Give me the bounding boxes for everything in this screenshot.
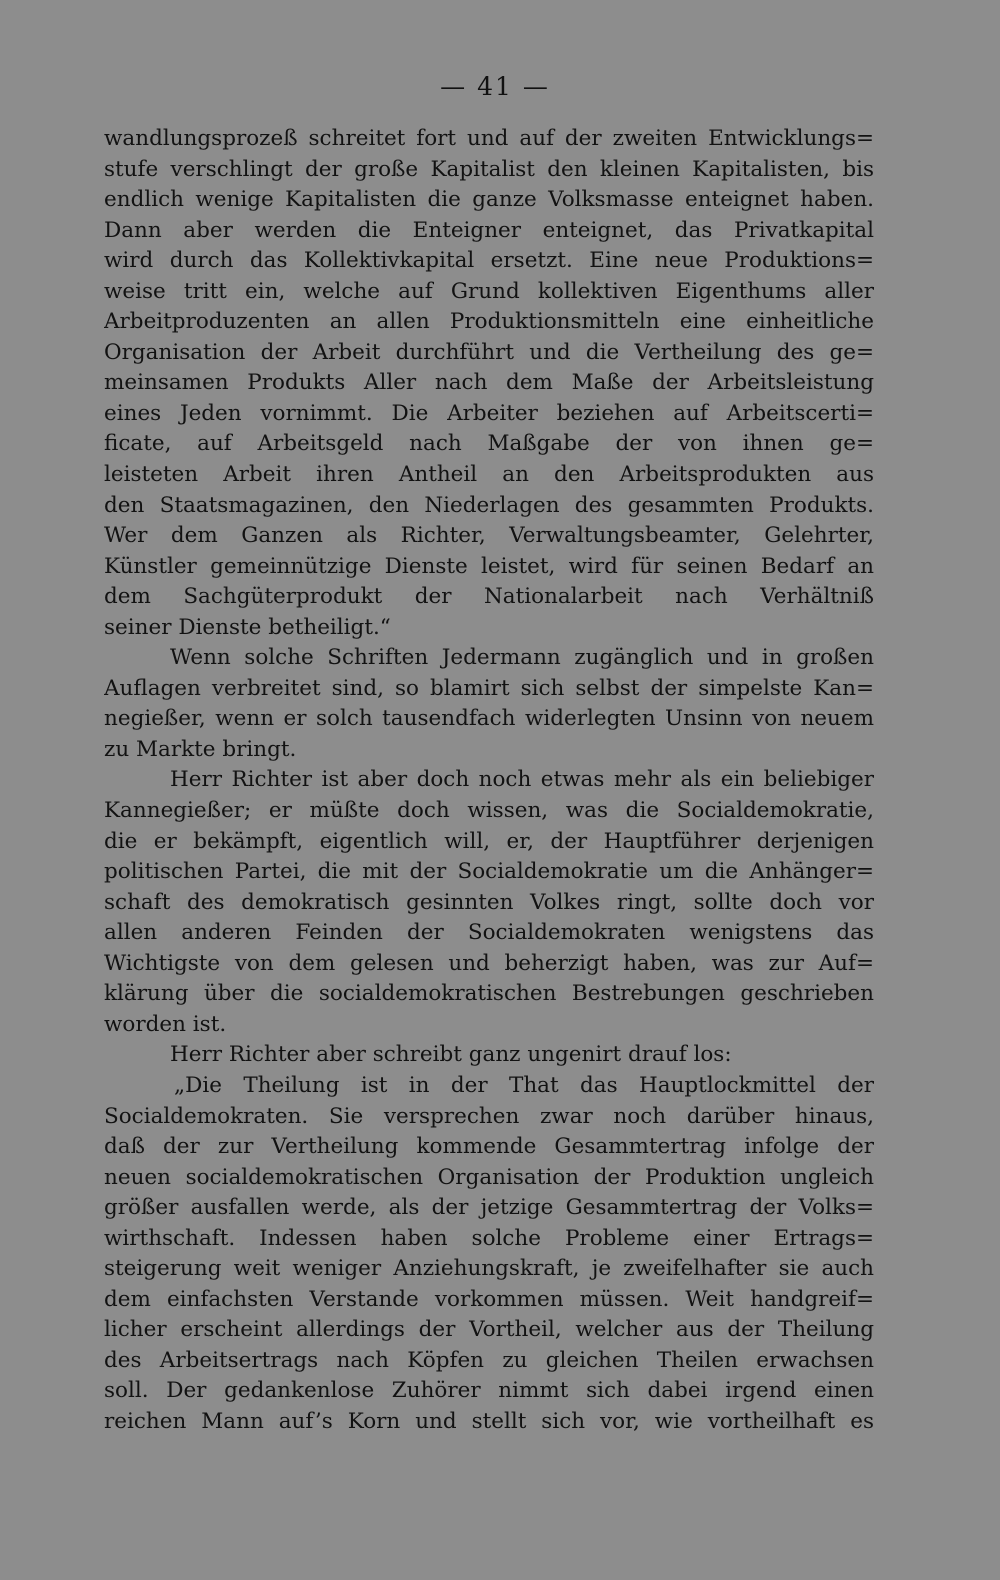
text-line: Wenn solche Schriften Jedermann zugänglich und in großen (170, 645, 874, 671)
text-line: eines Jeden vornimmt. Die Arbeiter beziehen auf Arbeitscerti= (104, 400, 874, 426)
text-line: seiner Dienste betheiligt.“ (104, 614, 391, 640)
text-line: des Arbeitsertrags nach Köpfen zu gleichen Theilen erwachsen (104, 1347, 874, 1373)
text-line: dem Sachgüterprodukt der Nationalarbeit nach Verhältniß (104, 584, 874, 610)
text-line: Wichtigste von dem gelesen und beherzigt haben, was zur Auf= (104, 950, 874, 976)
text-line: daß der zur Vertheilung kommende Gesammtertrag infolge der (104, 1134, 874, 1160)
text-line: Dann aber werden die Enteigner enteignet, das Privatkapital (104, 217, 874, 243)
page-number: — 41 — (440, 72, 550, 101)
text-line: Organisation der Arbeit durchführt und die Vertheilung des ge= (104, 339, 874, 365)
text-line: negießer, wenn er solch tausendfach widerlegten Unsinn von neuem (104, 706, 874, 732)
text-line: Kannegießer; er müßte doch wissen, was die Socialdemokratie, (104, 798, 874, 824)
text-line: weise tritt ein, welche auf Grund kollektiven Eigenthums aller (104, 278, 874, 304)
text-line: soll. Der gedankenlose Zuhörer nimmt sich dabei irgend einen (104, 1378, 874, 1404)
text-line: politischen Partei, die mit der Socialdemokratie um die Anhänger= (104, 859, 874, 885)
text-line: Socialdemokraten. Sie versprechen zwar noch darüber hinaus, (104, 1103, 874, 1129)
text-line: Herr Richter ist aber doch noch etwas mehr als ein beliebiger (170, 767, 874, 793)
text-line: klärung über die socialdemokratischen Bestrebungen geschrieben (104, 981, 874, 1007)
text-line: worden ist. (104, 1011, 227, 1037)
text-line: Auflagen verbreitet sind, so blamirt sich selbst der simpelste Kan= (104, 675, 874, 701)
text-line: reichen Mann auf’s Korn und stellt sich vor, wie vortheilhaft es (104, 1408, 874, 1434)
text-line: steigerung weit weniger Anziehungskraft, je zweifelhafter sie auch (104, 1256, 874, 1282)
text-line: leisteten Arbeit ihren Antheil an den Arbeitsprodukten aus (104, 462, 874, 488)
text-line: neuen socialdemokratischen Organisation der Produktion ungleich (104, 1164, 874, 1190)
text-line: den Staatsmagazinen, den Niederlagen des gesammten Produkts. (104, 492, 874, 518)
text-line: dem einfachsten Verstande vorkommen müssen. Weit handgreif= (104, 1286, 874, 1312)
text-line: licher erscheint allerdings der Vortheil, welcher aus der Theilung (104, 1317, 874, 1343)
text-line: endlich wenige Kapitalisten die ganze Volksmasse enteignet haben. (104, 187, 874, 213)
text-line: stufe verschlingt der große Kapitalist den kleinen Kapitalisten, bis (104, 156, 874, 182)
text-line: wird durch das Kollektivkapital ersetzt. Eine neue Produktions= (104, 248, 874, 274)
text-line: meinsamen Produkts Aller nach dem Maße der Arbeitsleistung (104, 370, 874, 396)
text-line: ficate, auf Arbeitsgeld nach Maßgabe der von ihnen ge= (104, 431, 874, 457)
text-line: zu Markte bringt. (104, 736, 297, 762)
text-line: Herr Richter aber schreibt ganz ungenirt drauf los: (170, 1042, 732, 1068)
text-line: wandlungsprozeß schreitet fort und auf der zweiten Entwicklungs= (104, 126, 874, 151)
text-line: größer ausfallen werde, als der jetzige Gesammtertrag der Volks= (104, 1195, 874, 1221)
text-line: Arbeitproduzenten an allen Produktionsmitteln eine einheitliche (104, 309, 874, 335)
text-line: die er bekämpft, eigentlich will, er, der Hauptführer derjenigen (104, 828, 874, 854)
text-line: Wer dem Ganzen als Richter, Verwaltungsbeamter, Gelehrter, (104, 523, 874, 549)
text-line: schaft des demokratisch gesinnten Volkes ringt, sollte doch vor (104, 889, 874, 915)
text-line: Künstler gemeinnützige Dienste leistet, wird für seinen Bedarf an (104, 553, 874, 579)
text-line: wirthschaft. Indessen haben solche Probleme einer Ertrags= (104, 1225, 874, 1251)
body-text (104, 124, 874, 1438)
text-line: „Die Theilung ist in der That das Hauptlockmittel der (174, 1072, 874, 1098)
text-line: allen anderen Feinden der Socialdemokraten wenigstens das (104, 920, 874, 946)
